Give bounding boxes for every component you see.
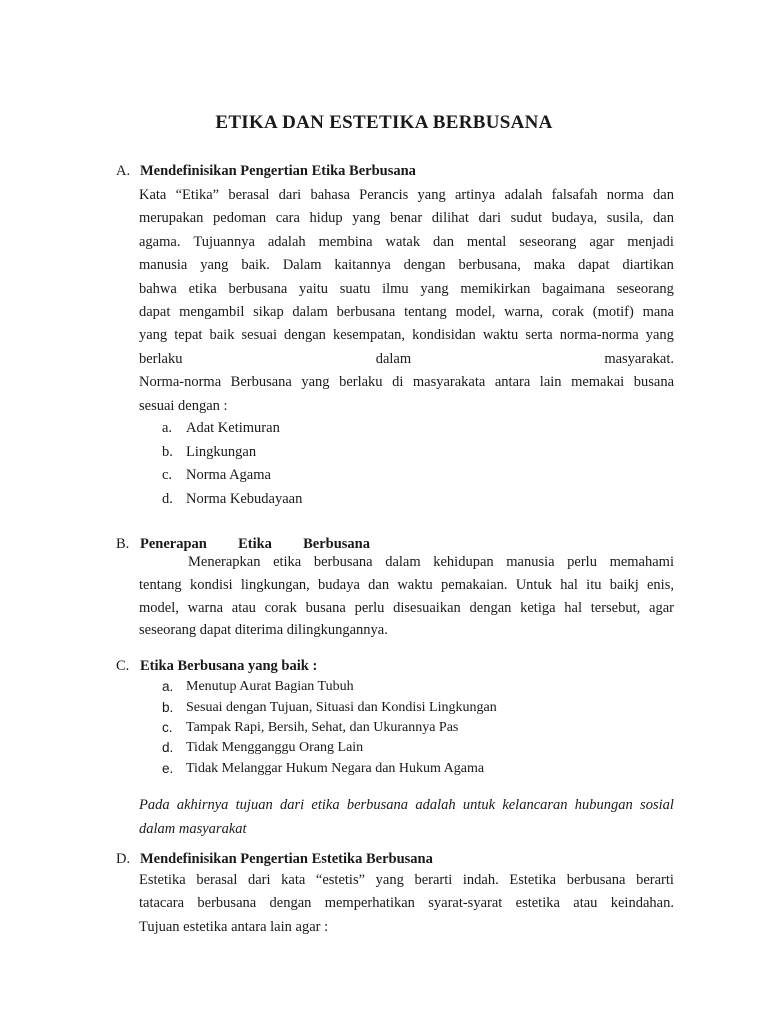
word: lain — [539, 374, 562, 391]
word: menjadi — [627, 233, 674, 250]
word: berarti — [636, 872, 674, 888]
word: atau — [573, 895, 598, 912]
word: hal — [560, 576, 578, 593]
word: kesempatan, — [332, 327, 406, 344]
section-a-line — [139, 184, 674, 207]
word: busana — [633, 374, 674, 391]
word: warna — [187, 599, 224, 616]
word: adalah — [267, 233, 306, 250]
word: bagaimana — [542, 280, 605, 297]
closing-line — [139, 793, 674, 817]
word: norma-norma — [559, 327, 639, 344]
word: untuk — [462, 797, 496, 813]
word: berbusana — [336, 304, 396, 321]
list-item-label: d. — [162, 740, 174, 755]
document-title: ETIKA DAN ESTETIKA BERBUSANA — [215, 112, 553, 133]
word: berbusana — [313, 554, 373, 570]
word: sudut — [510, 210, 543, 227]
word: hidup — [309, 210, 343, 227]
word: yang — [139, 327, 168, 344]
word: model, — [139, 599, 179, 616]
word: artinya — [454, 187, 496, 203]
word: Kata — [139, 187, 167, 203]
word: etika — [188, 280, 217, 297]
word: seseorang — [519, 233, 577, 250]
section-d-paragraph — [139, 869, 674, 939]
word: Estetika — [509, 872, 557, 888]
word: ketiga — [520, 599, 556, 616]
word: sesuai — [241, 327, 277, 344]
word: Pada — [139, 797, 170, 813]
word: tatacara — [139, 895, 185, 912]
list-item-text: Menutup Aurat Bagian Tubuh — [186, 679, 354, 694]
word: model, — [455, 304, 496, 321]
section-a-paragraph — [139, 184, 674, 418]
word: berasal — [196, 872, 238, 888]
list-item-text: Tidak Melanggar Hukum Negara dan Hukum Agama — [186, 761, 485, 776]
word: cara — [275, 210, 300, 227]
heading-word: Berbusana — [303, 536, 370, 552]
word: tepat — [174, 327, 203, 344]
word: susila, — [606, 210, 644, 227]
word: maka — [533, 257, 566, 274]
word: waktu — [482, 327, 519, 344]
word: berbusana — [566, 872, 626, 888]
section-a-line — [139, 324, 674, 347]
word: itu — [586, 576, 602, 593]
word: budaya — [318, 576, 360, 593]
word: sosial — [640, 797, 674, 813]
list-item-text: Tampak Rapi, Bersih, Sehat, dan Ukurannya Pas — [186, 720, 459, 735]
word: dan — [368, 576, 390, 593]
section-b-line — [139, 551, 674, 574]
word: berarti — [414, 872, 453, 888]
section-b-line — [139, 574, 674, 597]
word: berbusana, — [458, 257, 521, 274]
word: lingkungan, — [240, 576, 310, 593]
word: syarat-syarat — [428, 895, 503, 912]
word: tujuan — [235, 797, 273, 813]
word: baik — [209, 327, 235, 344]
word: hubungan — [574, 797, 633, 813]
word: mengambil — [179, 304, 245, 321]
word: Menerapkan — [188, 554, 261, 570]
word: Dalam — [282, 257, 322, 274]
word: agar — [589, 233, 615, 250]
section-a-line — [139, 231, 674, 254]
word: dan — [433, 233, 454, 250]
word: etika — [273, 554, 302, 570]
word: dapat — [578, 257, 610, 274]
word: berlaku — [139, 350, 183, 367]
word: enis, — [646, 576, 674, 593]
word: dapat — [139, 304, 171, 321]
section-b-marker: B. — [116, 536, 130, 552]
word: kelancaran — [502, 797, 568, 813]
word: merupakan — [139, 210, 204, 227]
word: yang — [352, 210, 381, 227]
list-item-label: d. — [162, 491, 173, 507]
word: mana — [642, 304, 674, 321]
heading-word: Etika — [238, 536, 272, 552]
word: dengan — [284, 327, 326, 344]
closing-line: dalam masyarakat — [139, 821, 247, 837]
word: busana — [305, 599, 346, 616]
list-item-label: c. — [162, 467, 173, 483]
word: kaitannya — [334, 257, 391, 274]
section-a-line — [139, 207, 674, 230]
word: estetika — [515, 895, 560, 912]
section-a-line — [139, 254, 674, 277]
word: dari — [279, 797, 305, 813]
word: memakai — [571, 374, 625, 391]
word: berlaku — [339, 374, 383, 391]
section-b-line: seseorang dapat diterima dilingkungannya. — [139, 622, 388, 639]
word: Berbusana — [230, 374, 292, 391]
word: kondisidan — [412, 327, 476, 344]
list-item-text: Lingkungan — [186, 444, 257, 460]
word: dari — [278, 187, 302, 203]
word: memikirkan — [460, 280, 531, 297]
word: dalam — [292, 304, 328, 321]
word: diartikan — [622, 257, 674, 274]
section-d-line: Tujuan estetika antara lain agar : — [139, 918, 329, 935]
word: ilmu — [382, 280, 409, 297]
word: manusia — [139, 257, 188, 274]
word: bahwa — [139, 280, 177, 297]
word: berbusana — [228, 280, 288, 297]
word: bahasa — [310, 187, 350, 203]
list-item-label: b. — [162, 444, 173, 460]
word: dilihat — [431, 210, 469, 227]
word: yaitu — [299, 280, 329, 297]
word: tentang — [139, 576, 182, 593]
word: mental — [466, 233, 507, 250]
word: keindahan. — [610, 895, 674, 912]
word: berbusana — [197, 895, 257, 912]
word: berbusana — [346, 797, 409, 813]
section-c-marker: C. — [116, 658, 130, 674]
word: yang — [375, 872, 404, 888]
word: berasal — [228, 187, 270, 203]
word: antara — [494, 374, 531, 391]
word: indah. — [462, 872, 499, 888]
section-d-line — [139, 869, 674, 892]
word: yang — [645, 327, 674, 344]
word: tersebut, — [590, 599, 641, 616]
word: memahami — [609, 554, 674, 570]
section-a-last-line — [139, 348, 674, 371]
word: Tujuannya — [193, 233, 255, 250]
section-d-line — [139, 892, 674, 915]
word: yang — [420, 280, 449, 297]
list-item-label: b. — [162, 700, 174, 715]
word: serta — [525, 327, 553, 344]
word: adalah — [415, 797, 456, 813]
word: “Etika” — [175, 187, 220, 203]
word: yang — [301, 374, 330, 391]
word: baikj — [609, 576, 639, 593]
word: membina — [318, 233, 373, 250]
word: pedoman — [213, 210, 267, 227]
list-item-text: Sesuai dengan Tujuan, Situasi dan Kondisi Lingkungan — [186, 700, 497, 715]
word: di — [392, 374, 404, 391]
word: norma — [606, 187, 644, 203]
word: warna, — [504, 304, 544, 321]
word: dalam — [375, 350, 412, 367]
word: sikap — [253, 304, 284, 321]
word: corak — [551, 304, 585, 321]
list-item-label: c. — [162, 720, 173, 735]
word: dan — [653, 187, 674, 203]
section-c-closing — [139, 793, 674, 841]
word: dan — [653, 210, 674, 227]
word: dengan — [269, 895, 312, 912]
section-a-heading: Mendefinisikan Pengertian Etika Berbusana — [140, 163, 416, 179]
list-item-label: a. — [162, 679, 174, 694]
word: manusia — [506, 554, 555, 570]
word: adalah — [504, 187, 543, 203]
word: benar — [389, 210, 423, 227]
word: memperhatikan — [324, 895, 415, 912]
word: masyarakata — [412, 374, 486, 391]
word: agama. — [139, 233, 181, 250]
section-b-line — [139, 597, 674, 620]
word: atau — [231, 599, 256, 616]
section-a-line — [139, 371, 674, 394]
list-item-text: Adat Ketimuran — [186, 420, 280, 436]
word: seseorang — [616, 280, 674, 297]
word: baik. — [241, 257, 270, 274]
word: masyarakat. — [604, 350, 674, 367]
heading-word: Penerapan — [140, 536, 207, 552]
word: tentang — [404, 304, 447, 321]
word: “estetis” — [315, 872, 366, 888]
section-d-heading: Mendefinisikan Pengertian Estetika Berbusana — [140, 851, 433, 867]
word: kata — [281, 872, 306, 888]
word: falsafah — [551, 187, 598, 203]
section-b-paragraph — [139, 551, 674, 642]
word: Untuk — [515, 576, 552, 593]
word: kehidupan — [433, 554, 494, 570]
word: agar — [649, 599, 674, 616]
word: waktu — [397, 576, 433, 593]
word: perlu — [567, 554, 597, 570]
section-a-line — [139, 301, 674, 324]
word: yang — [200, 257, 229, 274]
list-item-label: a. — [162, 420, 173, 436]
word: perlu — [354, 599, 385, 616]
word: disesuaikan — [393, 599, 461, 616]
word: dalam — [385, 554, 421, 570]
section-d-marker: D. — [116, 851, 131, 867]
word: Perancis — [359, 187, 409, 203]
word: yang — [417, 187, 446, 203]
word: dari — [478, 210, 502, 227]
section-a-line — [139, 278, 674, 301]
section-a-line: sesuai dengan : — [139, 397, 228, 414]
word: pemakaian. — [441, 576, 508, 593]
word: dengan — [469, 599, 512, 616]
word: etika — [311, 797, 340, 813]
list-item-text: Norma Kebudayaan — [186, 491, 303, 507]
list-item-text: Tidak Mengganggu Orang Lain — [186, 740, 364, 755]
list-item-text: Norma Agama — [186, 467, 271, 483]
word: (motif) — [592, 304, 634, 321]
word: dari — [248, 872, 271, 888]
word: budaya, — [551, 210, 598, 227]
word: kondisi — [189, 576, 233, 593]
list-item-label: e. — [162, 761, 174, 776]
section-c-heading: Etika Berbusana yang baik : — [140, 658, 318, 674]
word: watak — [385, 233, 421, 250]
word: Norma-norma — [139, 374, 222, 391]
word: hal — [564, 599, 583, 616]
word: suatu — [339, 280, 371, 297]
section-a-marker: A. — [116, 163, 131, 179]
word: akhirnya — [176, 797, 229, 813]
word: corak — [264, 599, 297, 616]
word: dengan — [403, 257, 446, 274]
word: Estetika — [139, 872, 186, 888]
